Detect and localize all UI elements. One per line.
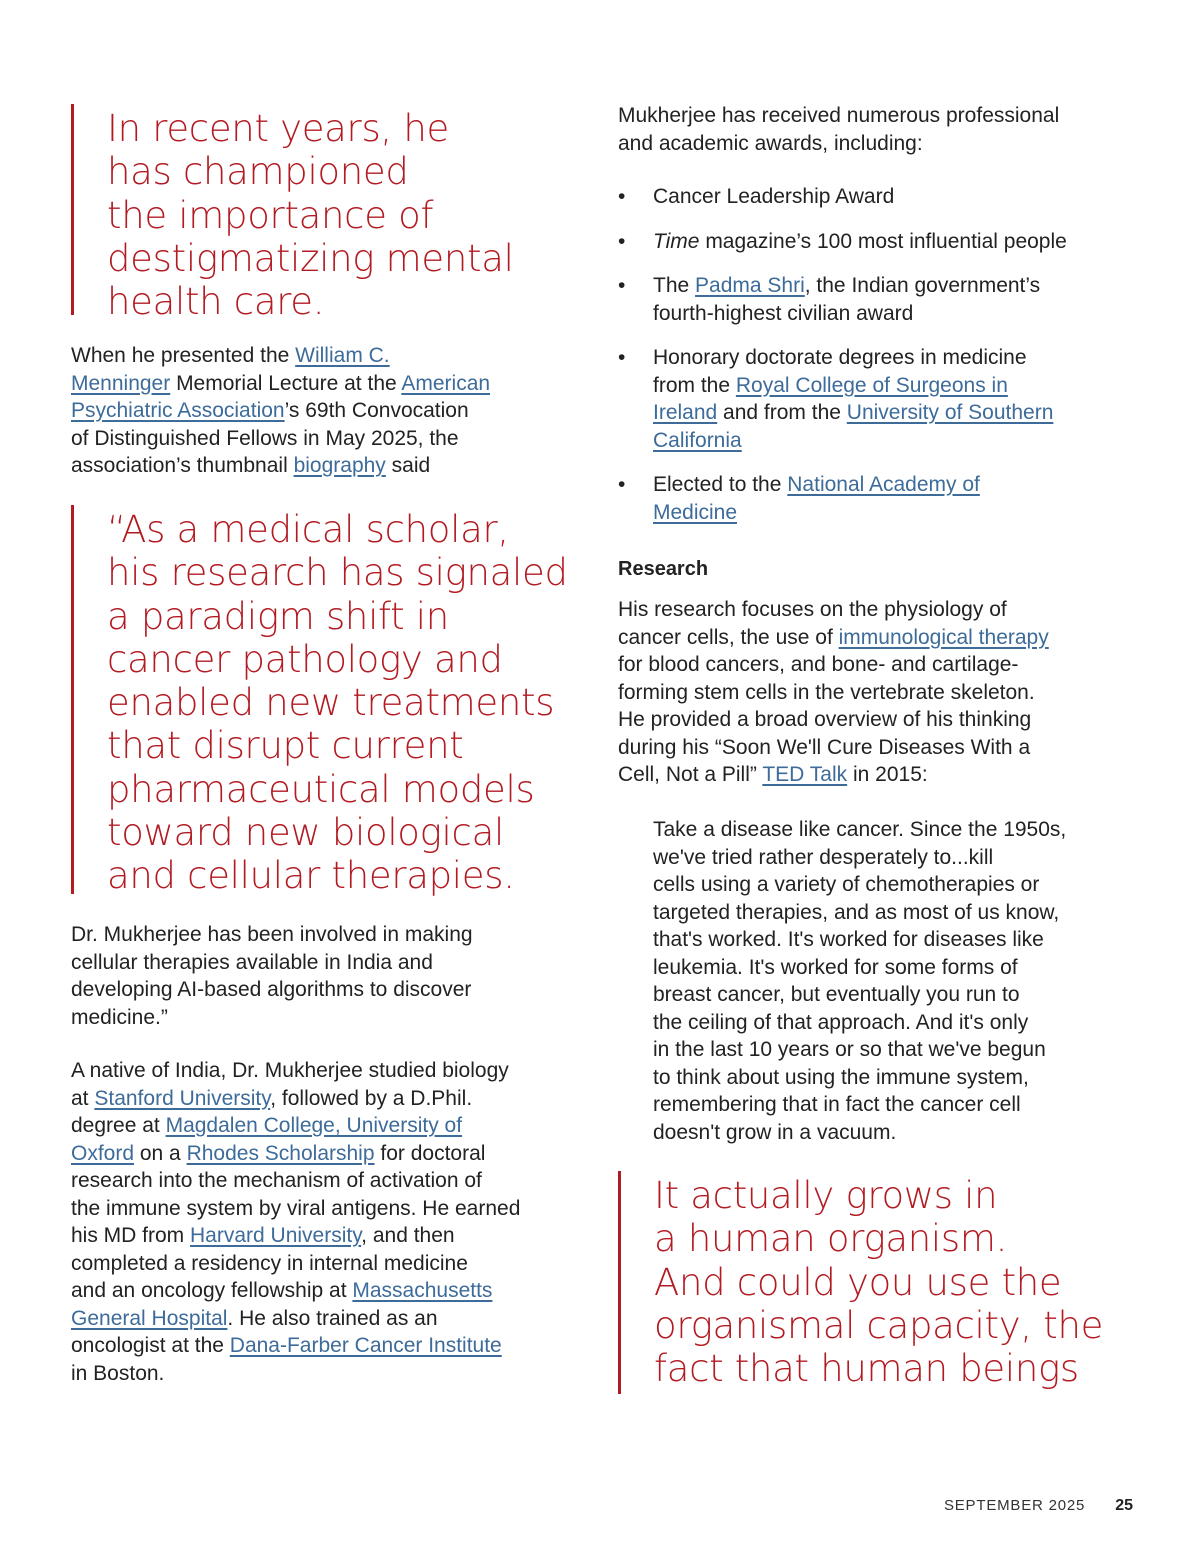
pullquote-line: In recent years, he bbox=[107, 107, 449, 150]
issue-date: SEPTEMBER 2025 bbox=[943, 1497, 1086, 1514]
link-american-psychiatric-association-cont[interactable]: Psychiatric Association bbox=[71, 399, 285, 422]
link-william-menninger-cont[interactable]: Menninger bbox=[71, 371, 171, 395]
pullquote-medical-scholar bbox=[71, 505, 568, 898]
text: at bbox=[71, 1086, 95, 1110]
quote-line: breast cancer, but eventually you run to bbox=[653, 983, 1020, 1006]
pullquote-line: a human organism. bbox=[654, 1217, 1008, 1261]
quote-line: to think about using the immune system, bbox=[653, 1065, 1029, 1089]
paragraph-menninger-lecture bbox=[71, 342, 586, 480]
text: magazine’s 100 most influential people bbox=[699, 229, 1067, 253]
text: said bbox=[385, 454, 431, 477]
bullet: • bbox=[618, 346, 626, 369]
text: Cell, Not a Pill” bbox=[618, 763, 763, 786]
quote-line: we've tried rather desperately to...kill bbox=[653, 845, 994, 869]
bullet: • bbox=[618, 185, 626, 208]
text: and an oncology fellowship at bbox=[71, 1279, 353, 1302]
text: on a bbox=[134, 1141, 187, 1165]
quote-line: targeted therapies, and as most of us know, bbox=[653, 900, 1060, 924]
text: his MD from bbox=[71, 1224, 191, 1247]
quote-line: cells using a variety of chemotherapies or bbox=[653, 873, 1040, 896]
text-line: He provided a broad overview of his thinking bbox=[618, 708, 1032, 731]
text: in 2015: bbox=[847, 763, 928, 786]
bullet: • bbox=[618, 274, 626, 297]
pullquote-line: toward new biological bbox=[107, 811, 504, 855]
text: oncologist at the bbox=[71, 1334, 230, 1357]
text: , followed by a D.Phil. bbox=[270, 1086, 473, 1110]
quote-line: in the last 10 years or so that we've begun bbox=[653, 1038, 1046, 1061]
pullquote-line: has championed bbox=[107, 150, 409, 194]
text: degree at bbox=[71, 1114, 166, 1137]
link-rhodes-scholarship[interactable]: Rhodes Scholarship bbox=[186, 1141, 375, 1165]
list-item-award bbox=[618, 183, 1138, 211]
pullquote-line: that disrupt current bbox=[107, 724, 464, 768]
text: cancer cells, the use of bbox=[618, 625, 839, 649]
link-national-academy-of-medicine[interactable]: National Academy of bbox=[787, 473, 980, 496]
link-ted-talk[interactable]: TED Talk bbox=[762, 763, 848, 786]
text: , and then bbox=[361, 1224, 455, 1247]
text: Elected to the bbox=[653, 473, 788, 496]
text-line: in Boston. bbox=[71, 1361, 165, 1385]
pullquote-line: and cellular therapies. bbox=[107, 854, 515, 898]
pullquote-line: the importance of bbox=[107, 193, 434, 237]
pullquote-human-organism bbox=[618, 1171, 1103, 1394]
section-heading-research: Research bbox=[618, 558, 709, 580]
link-magdalen-college-cont[interactable]: Oxford bbox=[71, 1141, 135, 1165]
text-line: Mukherjee has received numerous professional bbox=[618, 104, 1060, 127]
text-line: completed a residency in internal medicine bbox=[71, 1251, 468, 1275]
link-american-psychiatric-association[interactable]: American bbox=[401, 371, 491, 395]
pullquote-line: his research has signaled bbox=[107, 551, 568, 595]
link-university-of-southern-california[interactable]: University of Southern bbox=[846, 401, 1054, 424]
text-line: cellular therapies available in India and bbox=[71, 950, 433, 974]
text-line: forming stem cells in the vertebrate skeleton. bbox=[618, 680, 1035, 704]
link-royal-college-of-surgeons-cont[interactable]: Ireland bbox=[653, 401, 718, 424]
link-padma-shri[interactable]: Padma Shri bbox=[695, 274, 805, 297]
text: for doctoral bbox=[374, 1141, 486, 1165]
text-line: of Distinguished Fellows in May 2025, the bbox=[71, 426, 459, 450]
pullquote-line: “As a medical scholar, bbox=[107, 508, 509, 551]
link-massachusetts-general-hospital-cont[interactable]: General Hospital bbox=[71, 1306, 228, 1330]
text: ’s 69th Convocation bbox=[284, 399, 469, 422]
pullquote-line: pharmaceutical models bbox=[107, 767, 535, 811]
link-massachusetts-general-hospital[interactable]: Massachusetts bbox=[352, 1279, 493, 1302]
list-item-award bbox=[618, 228, 1138, 256]
pullquote-line: a paradigm shift in bbox=[107, 594, 449, 638]
text-italic: Time bbox=[653, 229, 700, 253]
pullquote-line: cancer pathology and bbox=[107, 637, 503, 681]
text: Memorial Lecture at the bbox=[170, 371, 402, 395]
text: When he presented the bbox=[71, 344, 296, 367]
text: Cancer Leadership Award bbox=[653, 185, 895, 208]
text: association’s thumbnail bbox=[71, 454, 294, 477]
text-line: and academic awards, including: bbox=[618, 131, 923, 155]
quote-line: doesn't grow in a vacuum. bbox=[653, 1120, 897, 1144]
link-dana-farber-cancer-institute[interactable]: Dana-Farber Cancer Institute bbox=[229, 1334, 502, 1357]
pullquote-line: organismal capacity, the bbox=[654, 1303, 1104, 1347]
text: from the bbox=[653, 373, 736, 397]
quote-line: remembering that in fact the cancer cell bbox=[653, 1093, 1021, 1116]
paragraph-education bbox=[71, 1057, 586, 1387]
quote-line: Take a disease like cancer. Since the 1950s, bbox=[653, 818, 1067, 841]
link-national-academy-of-medicine-cont[interactable]: Medicine bbox=[653, 500, 738, 524]
page-footer bbox=[944, 1497, 1133, 1515]
quote-line: leukemia. It's worked for some forms of bbox=[653, 955, 1018, 979]
pullquote-line: It actually grows in bbox=[654, 1174, 998, 1217]
text-line: His research focuses on the physiology of bbox=[618, 598, 1007, 621]
text-line: research into the mechanism of activation of bbox=[71, 1169, 482, 1192]
link-university-of-southern-california-cont[interactable]: California bbox=[653, 428, 742, 452]
list-item-award bbox=[618, 471, 1138, 526]
paragraph-awards-intro bbox=[618, 102, 1138, 157]
text: and from the bbox=[717, 401, 847, 424]
bullet: • bbox=[618, 229, 626, 253]
link-magdalen-college[interactable]: Magdalen College, University of bbox=[165, 1114, 463, 1137]
text-line: fourth-highest civilian award bbox=[653, 301, 914, 325]
text-line: Honorary doctorate degrees in medicine bbox=[653, 346, 1027, 369]
link-biography[interactable]: biography bbox=[293, 454, 386, 477]
paragraph-cellular-therapies bbox=[71, 921, 586, 1031]
paragraph-research bbox=[618, 596, 1138, 789]
link-immunological-therapy[interactable]: immunological therapy bbox=[838, 625, 1049, 649]
quote-line: the ceiling of that approach. And it's only bbox=[653, 1010, 1029, 1034]
page-number: 25 bbox=[1115, 1497, 1133, 1514]
link-stanford-university[interactable]: Stanford University bbox=[94, 1086, 271, 1110]
pullquote-line: enabled new treatments bbox=[107, 681, 555, 725]
quote-line: that's worked. It's worked for diseases like bbox=[653, 928, 1044, 951]
text-line: during his “Soon We'll Cure Diseases With a bbox=[618, 735, 1031, 759]
bullet: • bbox=[618, 473, 626, 496]
list-item-award bbox=[618, 272, 1138, 327]
text-line: Dr. Mukherjee has been involved in making bbox=[71, 923, 473, 946]
pullquote-mental-health bbox=[71, 104, 514, 324]
blockquote-ted-talk bbox=[653, 816, 1138, 1146]
awards-list bbox=[618, 183, 1138, 526]
text-line: developing AI-based algorithms to discover bbox=[71, 978, 472, 1001]
pullquote-line: fact that human beings bbox=[654, 1347, 1079, 1391]
text: . He also trained as an bbox=[227, 1306, 438, 1330]
text: The bbox=[653, 274, 696, 297]
link-harvard-university[interactable]: Harvard University bbox=[190, 1224, 362, 1247]
text-line: A native of India, Dr. Mukherjee studied biology bbox=[71, 1059, 509, 1082]
pullquote-line: health care. bbox=[107, 280, 325, 324]
pullquote-line: destigmatizing mental bbox=[107, 236, 514, 280]
link-william-menninger[interactable]: William C. bbox=[295, 344, 390, 367]
link-royal-college-of-surgeons[interactable]: Royal College of Surgeons in bbox=[735, 373, 1008, 397]
text-line: for blood cancers, and bone- and cartilage- bbox=[618, 653, 1019, 676]
text-line: the immune system by viral antigens. He earned bbox=[71, 1196, 521, 1220]
text-line: medicine.” bbox=[71, 1005, 168, 1029]
text: , the Indian government’s bbox=[804, 274, 1041, 297]
list-item-award bbox=[618, 344, 1138, 454]
pullquote-line: And could you use the bbox=[654, 1260, 1062, 1304]
